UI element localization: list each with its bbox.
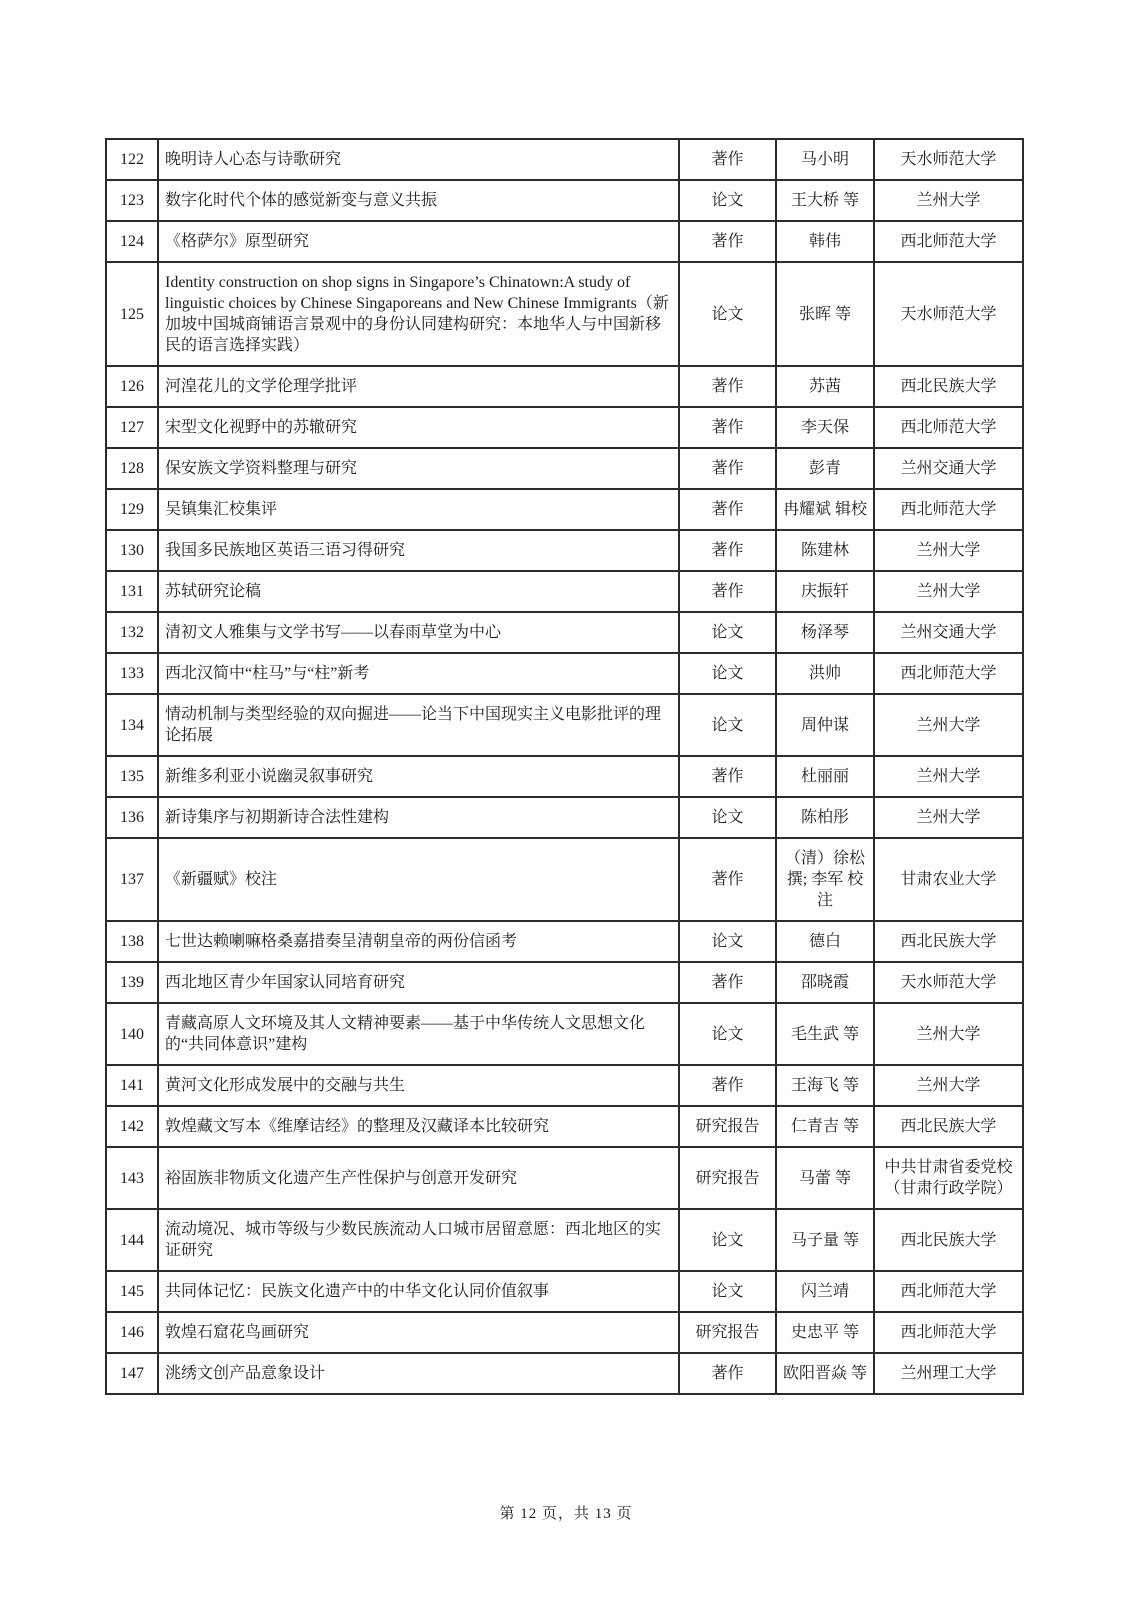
work-institution-cell: 西北师范大学 [874, 653, 1023, 694]
row-number-cell: 146 [106, 1312, 158, 1353]
work-type-cell: 著作 [679, 756, 776, 797]
work-author-cell: 陈建林 [776, 530, 874, 571]
row-number-cell: 144 [106, 1209, 158, 1271]
work-type-cell: 论文 [679, 694, 776, 756]
table-row [106, 530, 1023, 571]
work-title-cell: 清初文人雅集与文学书写——以春雨草堂为中心 [158, 612, 679, 653]
table-row [106, 1003, 1023, 1065]
table-row [106, 1209, 1023, 1271]
row-number-cell: 131 [106, 571, 158, 612]
work-title-cell: 流动境况、城市等级与少数民族流动人口城市居留意愿：西北地区的实证研究 [158, 1209, 679, 1271]
work-institution-cell: 兰州大学 [874, 180, 1023, 221]
row-number-cell: 141 [106, 1065, 158, 1106]
work-author-cell: 德白 [776, 921, 874, 962]
work-type-cell: 研究报告 [679, 1106, 776, 1147]
work-author-cell: 毛生武 等 [776, 1003, 874, 1065]
work-author-cell: 杨泽琴 [776, 612, 874, 653]
table-row [106, 612, 1023, 653]
work-institution-cell: 天水师范大学 [874, 962, 1023, 1003]
table-row [106, 366, 1023, 407]
table-row [106, 139, 1023, 180]
row-number-cell: 129 [106, 489, 158, 530]
work-type-cell: 著作 [679, 221, 776, 262]
row-number-cell: 142 [106, 1106, 158, 1147]
row-number-cell: 125 [106, 262, 158, 366]
work-author-cell: 王海飞 等 [776, 1065, 874, 1106]
table-row [106, 407, 1023, 448]
table-row [106, 571, 1023, 612]
publications-table-wrap [105, 138, 1022, 1395]
work-title-cell: 新诗集序与初期新诗合法性建构 [158, 797, 679, 838]
work-type-cell: 著作 [679, 407, 776, 448]
work-type-cell: 论文 [679, 262, 776, 366]
work-title-cell: 苏轼研究论稿 [158, 571, 679, 612]
work-institution-cell: 中共甘肃省委党校（甘肃行政学院） [874, 1147, 1023, 1209]
work-author-cell: 王大桥 等 [776, 180, 874, 221]
row-number-cell: 122 [106, 139, 158, 180]
work-institution-cell: 兰州大学 [874, 1065, 1023, 1106]
work-institution-cell: 西北师范大学 [874, 1271, 1023, 1312]
work-title-cell: 《新疆赋》校注 [158, 838, 679, 921]
work-institution-cell: 西北师范大学 [874, 407, 1023, 448]
table-row [106, 653, 1023, 694]
table-row [106, 921, 1023, 962]
work-author-cell: 杜丽丽 [776, 756, 874, 797]
work-type-cell: 著作 [679, 366, 776, 407]
work-institution-cell: 兰州大学 [874, 756, 1023, 797]
work-institution-cell: 兰州交通大学 [874, 448, 1023, 489]
table-row [106, 694, 1023, 756]
work-institution-cell: 西北师范大学 [874, 221, 1023, 262]
work-title-cell: 保安族文学资料整理与研究 [158, 448, 679, 489]
work-title-cell: 河湟花儿的文学伦理学批评 [158, 366, 679, 407]
work-type-cell: 著作 [679, 530, 776, 571]
work-author-cell: 史忠平 等 [776, 1312, 874, 1353]
work-type-cell: 著作 [679, 571, 776, 612]
work-title-cell: 西北地区青少年国家认同培育研究 [158, 962, 679, 1003]
work-type-cell: 著作 [679, 838, 776, 921]
work-author-cell: 马小明 [776, 139, 874, 180]
work-type-cell: 著作 [679, 489, 776, 530]
row-number-cell: 143 [106, 1147, 158, 1209]
table-row [106, 180, 1023, 221]
work-author-cell: 彭青 [776, 448, 874, 489]
work-type-cell: 著作 [679, 962, 776, 1003]
work-type-cell: 论文 [679, 653, 776, 694]
row-number-cell: 127 [106, 407, 158, 448]
table-row [106, 797, 1023, 838]
work-title-cell: 《格萨尔》原型研究 [158, 221, 679, 262]
work-author-cell: 洪帅 [776, 653, 874, 694]
work-author-cell: 马蕾 等 [776, 1147, 874, 1209]
row-number-cell: 137 [106, 838, 158, 921]
table-row [106, 1353, 1023, 1394]
work-type-cell: 著作 [679, 139, 776, 180]
work-type-cell: 论文 [679, 1271, 776, 1312]
row-number-cell: 147 [106, 1353, 158, 1394]
work-title-cell: 情动机制与类型经验的双向掘进——论当下中国现实主义电影批评的理论拓展 [158, 694, 679, 756]
page-footer: 第 12 页，共 13 页 [499, 1506, 633, 1522]
row-number-cell: 134 [106, 694, 158, 756]
work-author-cell: 仁青吉 等 [776, 1106, 874, 1147]
row-number-cell: 123 [106, 180, 158, 221]
works-table-body [106, 139, 1023, 1394]
work-type-cell: 研究报告 [679, 1312, 776, 1353]
work-type-cell: 论文 [679, 1003, 776, 1065]
work-institution-cell: 天水师范大学 [874, 139, 1023, 180]
work-institution-cell: 兰州理工大学 [874, 1353, 1023, 1394]
work-title-cell: Identity construction on shop signs in Singapore’s Chinatown:A study of linguistic choices by Chinese Singaporeans and New Chinese Immigrants（新加坡中国城商铺语言景观中的身份认同建构研究：本地华人与中国新移民的语言选择实践） [158, 262, 679, 366]
work-author-cell: 李天保 [776, 407, 874, 448]
work-institution-cell: 兰州大学 [874, 530, 1023, 571]
work-institution-cell: 西北民族大学 [874, 1106, 1023, 1147]
work-institution-cell: 兰州交通大学 [874, 612, 1023, 653]
work-author-cell: 陈柏彤 [776, 797, 874, 838]
work-title-cell: 西北汉简中“柱马”与“柱”新考 [158, 653, 679, 694]
work-title-cell: 黄河文化形成发展中的交融与共生 [158, 1065, 679, 1106]
work-type-cell: 著作 [679, 1353, 776, 1394]
table-row [106, 221, 1023, 262]
table-row [106, 962, 1023, 1003]
table-row [106, 1312, 1023, 1353]
table-row [106, 1065, 1023, 1106]
work-type-cell: 研究报告 [679, 1147, 776, 1209]
table-row [106, 1147, 1023, 1209]
row-number-cell: 130 [106, 530, 158, 571]
table-row [106, 1271, 1023, 1312]
work-title-cell: 七世达赖喇嘛格桑嘉措奏呈清朝皇帝的两份信函考 [158, 921, 679, 962]
row-number-cell: 138 [106, 921, 158, 962]
work-author-cell: 苏茜 [776, 366, 874, 407]
row-number-cell: 139 [106, 962, 158, 1003]
work-institution-cell: 西北民族大学 [874, 1209, 1023, 1271]
work-author-cell: 周仲谋 [776, 694, 874, 756]
row-number-cell: 124 [106, 221, 158, 262]
work-title-cell: 青藏高原人文环境及其人文精神要素——基于中华传统人文思想文化的“共同体意识”建构 [158, 1003, 679, 1065]
row-number-cell: 135 [106, 756, 158, 797]
row-number-cell: 140 [106, 1003, 158, 1065]
work-title-cell: 敦煌石窟花鸟画研究 [158, 1312, 679, 1353]
work-title-cell: 共同体记忆：民族文化遗产中的中华文化认同价值叙事 [158, 1271, 679, 1312]
table-row [106, 448, 1023, 489]
work-institution-cell: 西北民族大学 [874, 366, 1023, 407]
work-type-cell: 论文 [679, 180, 776, 221]
row-number-cell: 132 [106, 612, 158, 653]
work-author-cell: 欧阳晋焱 等 [776, 1353, 874, 1394]
work-institution-cell: 兰州大学 [874, 1003, 1023, 1065]
row-number-cell: 126 [106, 366, 158, 407]
work-institution-cell: 兰州大学 [874, 694, 1023, 756]
work-type-cell: 著作 [679, 1065, 776, 1106]
work-title-cell: 洮绣文创产品意象设计 [158, 1353, 679, 1394]
work-type-cell: 论文 [679, 1209, 776, 1271]
work-title-cell: 晚明诗人心态与诗歌研究 [158, 139, 679, 180]
work-author-cell: （清）徐松 撰; 李军 校注 [776, 838, 874, 921]
work-author-cell: 庆振轩 [776, 571, 874, 612]
work-title-cell: 新维多利亚小说幽灵叙事研究 [158, 756, 679, 797]
work-title-cell: 裕固族非物质文化遗产生产性保护与创意开发研究 [158, 1147, 679, 1209]
row-number-cell: 136 [106, 797, 158, 838]
table-row [106, 489, 1023, 530]
row-number-cell: 128 [106, 448, 158, 489]
table-row [106, 1106, 1023, 1147]
work-institution-cell: 西北师范大学 [874, 489, 1023, 530]
work-institution-cell: 西北师范大学 [874, 1312, 1023, 1353]
work-author-cell: 邵晓霞 [776, 962, 874, 1003]
table-row [106, 262, 1023, 366]
row-number-cell: 145 [106, 1271, 158, 1312]
table-row [106, 838, 1023, 921]
work-author-cell: 张晖 等 [776, 262, 874, 366]
work-type-cell: 著作 [679, 448, 776, 489]
work-institution-cell: 天水师范大学 [874, 262, 1023, 366]
work-institution-cell: 甘肃农业大学 [874, 838, 1023, 921]
work-type-cell: 论文 [679, 921, 776, 962]
work-author-cell: 马子量 等 [776, 1209, 874, 1271]
publications-table [105, 138, 1024, 1395]
work-type-cell: 论文 [679, 797, 776, 838]
table-row [106, 756, 1023, 797]
work-institution-cell: 兰州大学 [874, 797, 1023, 838]
work-institution-cell: 西北民族大学 [874, 921, 1023, 962]
work-title-cell: 数字化时代个体的感觉新变与意义共振 [158, 180, 679, 221]
work-title-cell: 敦煌藏文写本《维摩诘经》的整理及汉藏译本比较研究 [158, 1106, 679, 1147]
work-author-cell: 韩伟 [776, 221, 874, 262]
row-number-cell: 133 [106, 653, 158, 694]
work-title-cell: 吴镇集汇校集评 [158, 489, 679, 530]
work-title-cell: 我国多民族地区英语三语习得研究 [158, 530, 679, 571]
work-institution-cell: 兰州大学 [874, 571, 1023, 612]
work-type-cell: 论文 [679, 612, 776, 653]
work-title-cell: 宋型文化视野中的苏辙研究 [158, 407, 679, 448]
work-author-cell: 冉耀斌 辑校 [776, 489, 874, 530]
work-author-cell: 闪兰靖 [776, 1271, 874, 1312]
